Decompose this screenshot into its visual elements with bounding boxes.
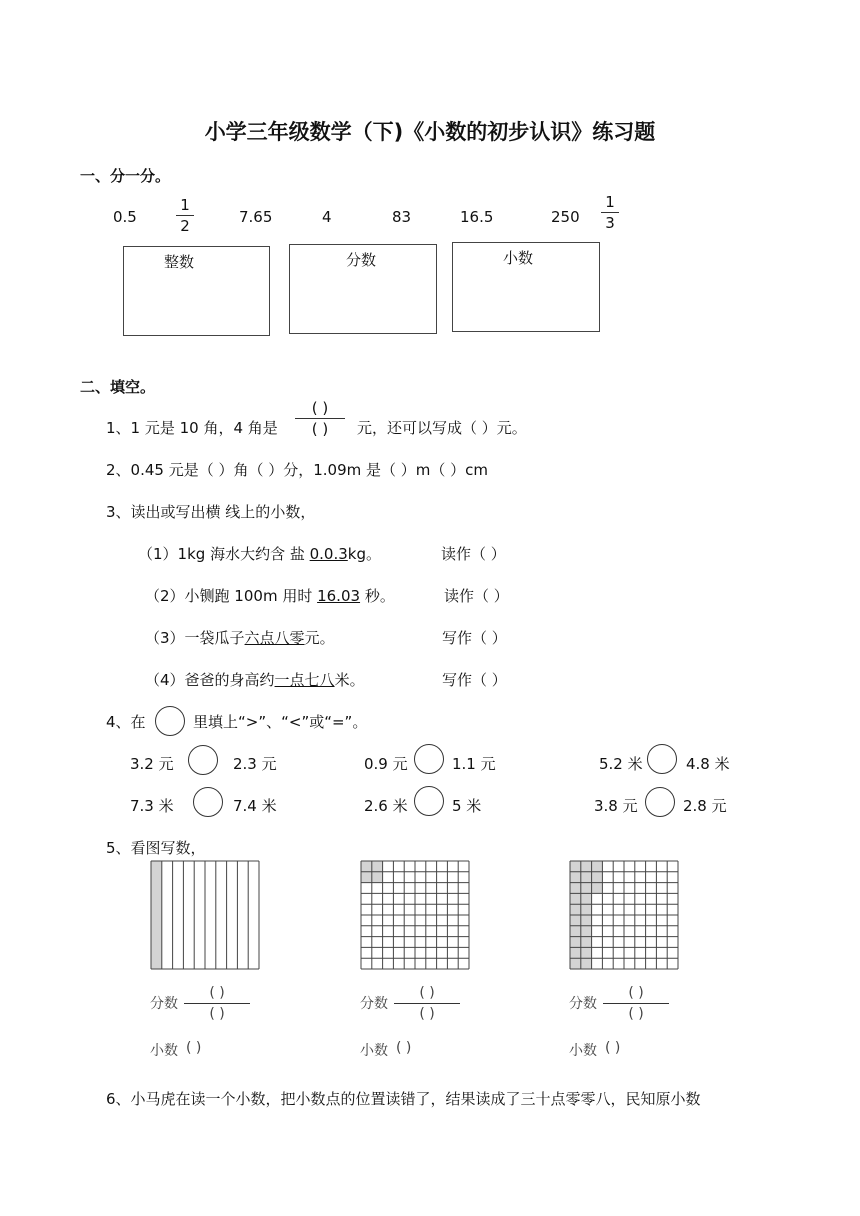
compare-circle[interactable] bbox=[645, 787, 675, 817]
compare-right: 5 米 bbox=[452, 797, 482, 815]
shaded-cell bbox=[581, 893, 592, 904]
compare-left: 0.9 元 bbox=[364, 755, 408, 773]
compare-right: 7.4 米 bbox=[233, 797, 277, 815]
paren-bottom: ( ) bbox=[419, 1006, 435, 1022]
fraction-denominator-blank: ( ) bbox=[311, 420, 329, 438]
question-6: 6、小马虎在读一个小数，把小数点的位置读错了，结果读成了三十点零零八，民知原小数 bbox=[106, 1090, 701, 1108]
item-text: （2）小铡跑 100m 用时 bbox=[145, 587, 318, 605]
shaded-cell bbox=[581, 915, 592, 926]
shaded-cell bbox=[570, 883, 581, 894]
box-label: 整数 bbox=[164, 253, 195, 271]
compare-left: 5.2 米 bbox=[599, 755, 643, 773]
compare-left: 3.2 元 bbox=[130, 755, 174, 773]
answer-blank[interactable]: 读作（ ） bbox=[444, 587, 509, 605]
number-item: 83 bbox=[392, 208, 412, 226]
section1-heading: 一、分一分。 bbox=[80, 167, 171, 185]
compare-right: 1.1 元 bbox=[452, 755, 496, 773]
shaded-cell bbox=[361, 872, 372, 883]
paren-bottom: ( ) bbox=[209, 1006, 225, 1022]
answer-blank[interactable]: 写作（ ） bbox=[442, 629, 507, 647]
question-4-stem-b: 里填上“>”、“<”或“=”。 bbox=[193, 713, 368, 731]
paren-bottom: ( ) bbox=[628, 1006, 644, 1022]
shaded-cell bbox=[372, 872, 383, 883]
shaded-cell bbox=[570, 915, 581, 926]
decimal-answer-blank[interactable]: ( ) bbox=[186, 1040, 202, 1056]
fraction-denominator: 2 bbox=[180, 217, 190, 235]
shaded-cell bbox=[361, 861, 372, 872]
question-4-stem-a: 4、在 bbox=[106, 713, 146, 731]
question-3-item bbox=[138, 543, 381, 564]
fraction-answer-blank[interactable] bbox=[394, 984, 460, 1023]
fraction-bar bbox=[394, 1003, 460, 1004]
compare-left: 7.3 米 bbox=[130, 797, 174, 815]
grid-figure-hundredths bbox=[569, 860, 679, 970]
item-text: （4）爸爸的身高约 bbox=[145, 671, 275, 689]
underlined-number: 一点七八 bbox=[274, 671, 335, 689]
shaded-cell bbox=[570, 893, 581, 904]
shaded-cell bbox=[570, 904, 581, 915]
shaded-cell bbox=[570, 926, 581, 937]
fraction-bar bbox=[184, 1003, 250, 1004]
box-label: 小数 bbox=[503, 249, 534, 267]
underlined-number: 六点八零 bbox=[244, 629, 305, 647]
fraction-numerator: 1 bbox=[180, 196, 190, 214]
item-text: 米。 bbox=[334, 671, 365, 689]
box-label: 分数 bbox=[346, 251, 377, 269]
question-3-item bbox=[145, 669, 365, 690]
shaded-cell bbox=[592, 861, 603, 872]
underlined-number: 0.0.3 bbox=[309, 545, 348, 563]
paren-top: ( ) bbox=[419, 985, 435, 1001]
shaded-cell bbox=[581, 872, 592, 883]
compare-circle[interactable] bbox=[414, 744, 444, 774]
compare-left: 3.8 元 bbox=[594, 797, 638, 815]
shaded-cell bbox=[372, 861, 383, 872]
decimal-label: 小数 bbox=[569, 1043, 597, 1059]
shaded-cell bbox=[570, 872, 581, 883]
answer-blank[interactable]: 读作（ ） bbox=[441, 545, 506, 563]
shaded-cell bbox=[581, 883, 592, 894]
fraction-bar bbox=[176, 215, 194, 216]
shaded-cell bbox=[581, 958, 592, 969]
grid-figure-hundredths bbox=[360, 860, 470, 970]
item-text: （1）1kg 海水大约含 盐 bbox=[138, 545, 310, 563]
integer-box[interactable] bbox=[123, 246, 270, 336]
shaded-cell bbox=[581, 861, 592, 872]
answer-blank[interactable]: 写作（ ） bbox=[442, 671, 507, 689]
paren-top: ( ) bbox=[209, 985, 225, 1001]
question-3-item bbox=[145, 585, 395, 606]
shaded-cell bbox=[570, 937, 581, 948]
item-text: kg。 bbox=[347, 545, 381, 563]
fraction-bar bbox=[295, 418, 345, 419]
decimal-label: 小数 bbox=[150, 1043, 178, 1059]
shaded-cell bbox=[581, 937, 592, 948]
fraction-bar bbox=[601, 212, 619, 213]
compare-circle[interactable] bbox=[414, 786, 444, 816]
decimal-box[interactable] bbox=[452, 242, 600, 332]
shaded-cell bbox=[570, 861, 581, 872]
fraction-one-third bbox=[601, 193, 619, 232]
page-title: 小学三年级数学（下)《小数的初步认识》练习题 bbox=[204, 120, 656, 144]
paren-top: ( ) bbox=[628, 985, 644, 1001]
fraction-numerator: 1 bbox=[605, 193, 615, 211]
shaded-cell bbox=[581, 926, 592, 937]
fraction-answer-blank[interactable] bbox=[184, 984, 250, 1023]
fraction-answer-blank[interactable] bbox=[603, 984, 669, 1023]
fraction-numerator-blank: ( ) bbox=[311, 399, 329, 417]
section2-heading: 二、填空。 bbox=[80, 378, 156, 396]
decimal-answer-blank[interactable]: ( ) bbox=[605, 1040, 621, 1056]
compare-circle[interactable] bbox=[647, 744, 677, 774]
compare-right: 2.3 元 bbox=[233, 755, 277, 773]
compare-left: 2.6 米 bbox=[364, 797, 408, 815]
compare-right: 4.8 米 bbox=[686, 755, 730, 773]
number-item: 0.5 bbox=[113, 208, 137, 226]
shaded-cell bbox=[581, 947, 592, 958]
question-5-stem: 5、看图写数， bbox=[106, 839, 206, 857]
fraction-label: 分数 bbox=[150, 996, 178, 1012]
fraction-blank[interactable] bbox=[295, 399, 345, 438]
compare-circle[interactable] bbox=[193, 787, 223, 817]
fraction-label: 分数 bbox=[569, 996, 597, 1012]
question-1-part-b: 元，还可以写成（ ）元。 bbox=[357, 419, 527, 437]
compare-circle[interactable] bbox=[188, 745, 218, 775]
question-3-stem: 3、读出或写出横 线上的小数， bbox=[106, 503, 316, 521]
number-item: 7.65 bbox=[239, 208, 273, 226]
question-3-item bbox=[145, 627, 335, 648]
fraction-one-half bbox=[176, 196, 194, 235]
fraction-label: 分数 bbox=[360, 996, 388, 1012]
item-text: （3）一袋瓜子 bbox=[145, 629, 245, 647]
shaded-cell bbox=[592, 872, 603, 883]
fraction-bar bbox=[603, 1003, 669, 1004]
number-item: 4 bbox=[322, 208, 332, 226]
decimal-label: 小数 bbox=[360, 1043, 388, 1059]
circle-example bbox=[155, 706, 185, 736]
fraction-denominator: 3 bbox=[605, 214, 615, 232]
item-text: 元。 bbox=[304, 629, 335, 647]
number-item: 250 bbox=[551, 208, 580, 226]
number-item: 16.5 bbox=[460, 208, 494, 226]
fraction-box[interactable] bbox=[289, 244, 437, 334]
shaded-strip bbox=[151, 861, 162, 969]
compare-right: 2.8 元 bbox=[683, 797, 727, 815]
shaded-cell bbox=[570, 958, 581, 969]
underlined-number: 16.03 bbox=[317, 587, 361, 605]
shaded-cell bbox=[570, 947, 581, 958]
question-2: 2、0.45 元是（ ）角（ ）分，1.09m 是（ ）m（ ）cm bbox=[106, 461, 489, 479]
grid-figure-tenths bbox=[150, 860, 260, 970]
shaded-cell bbox=[592, 883, 603, 894]
item-text: 秒。 bbox=[360, 587, 395, 605]
shaded-cell bbox=[581, 904, 592, 915]
question-1-part-a: 1、1 元是 10 角，4 角是 bbox=[106, 419, 278, 437]
decimal-answer-blank[interactable]: ( ) bbox=[396, 1040, 412, 1056]
